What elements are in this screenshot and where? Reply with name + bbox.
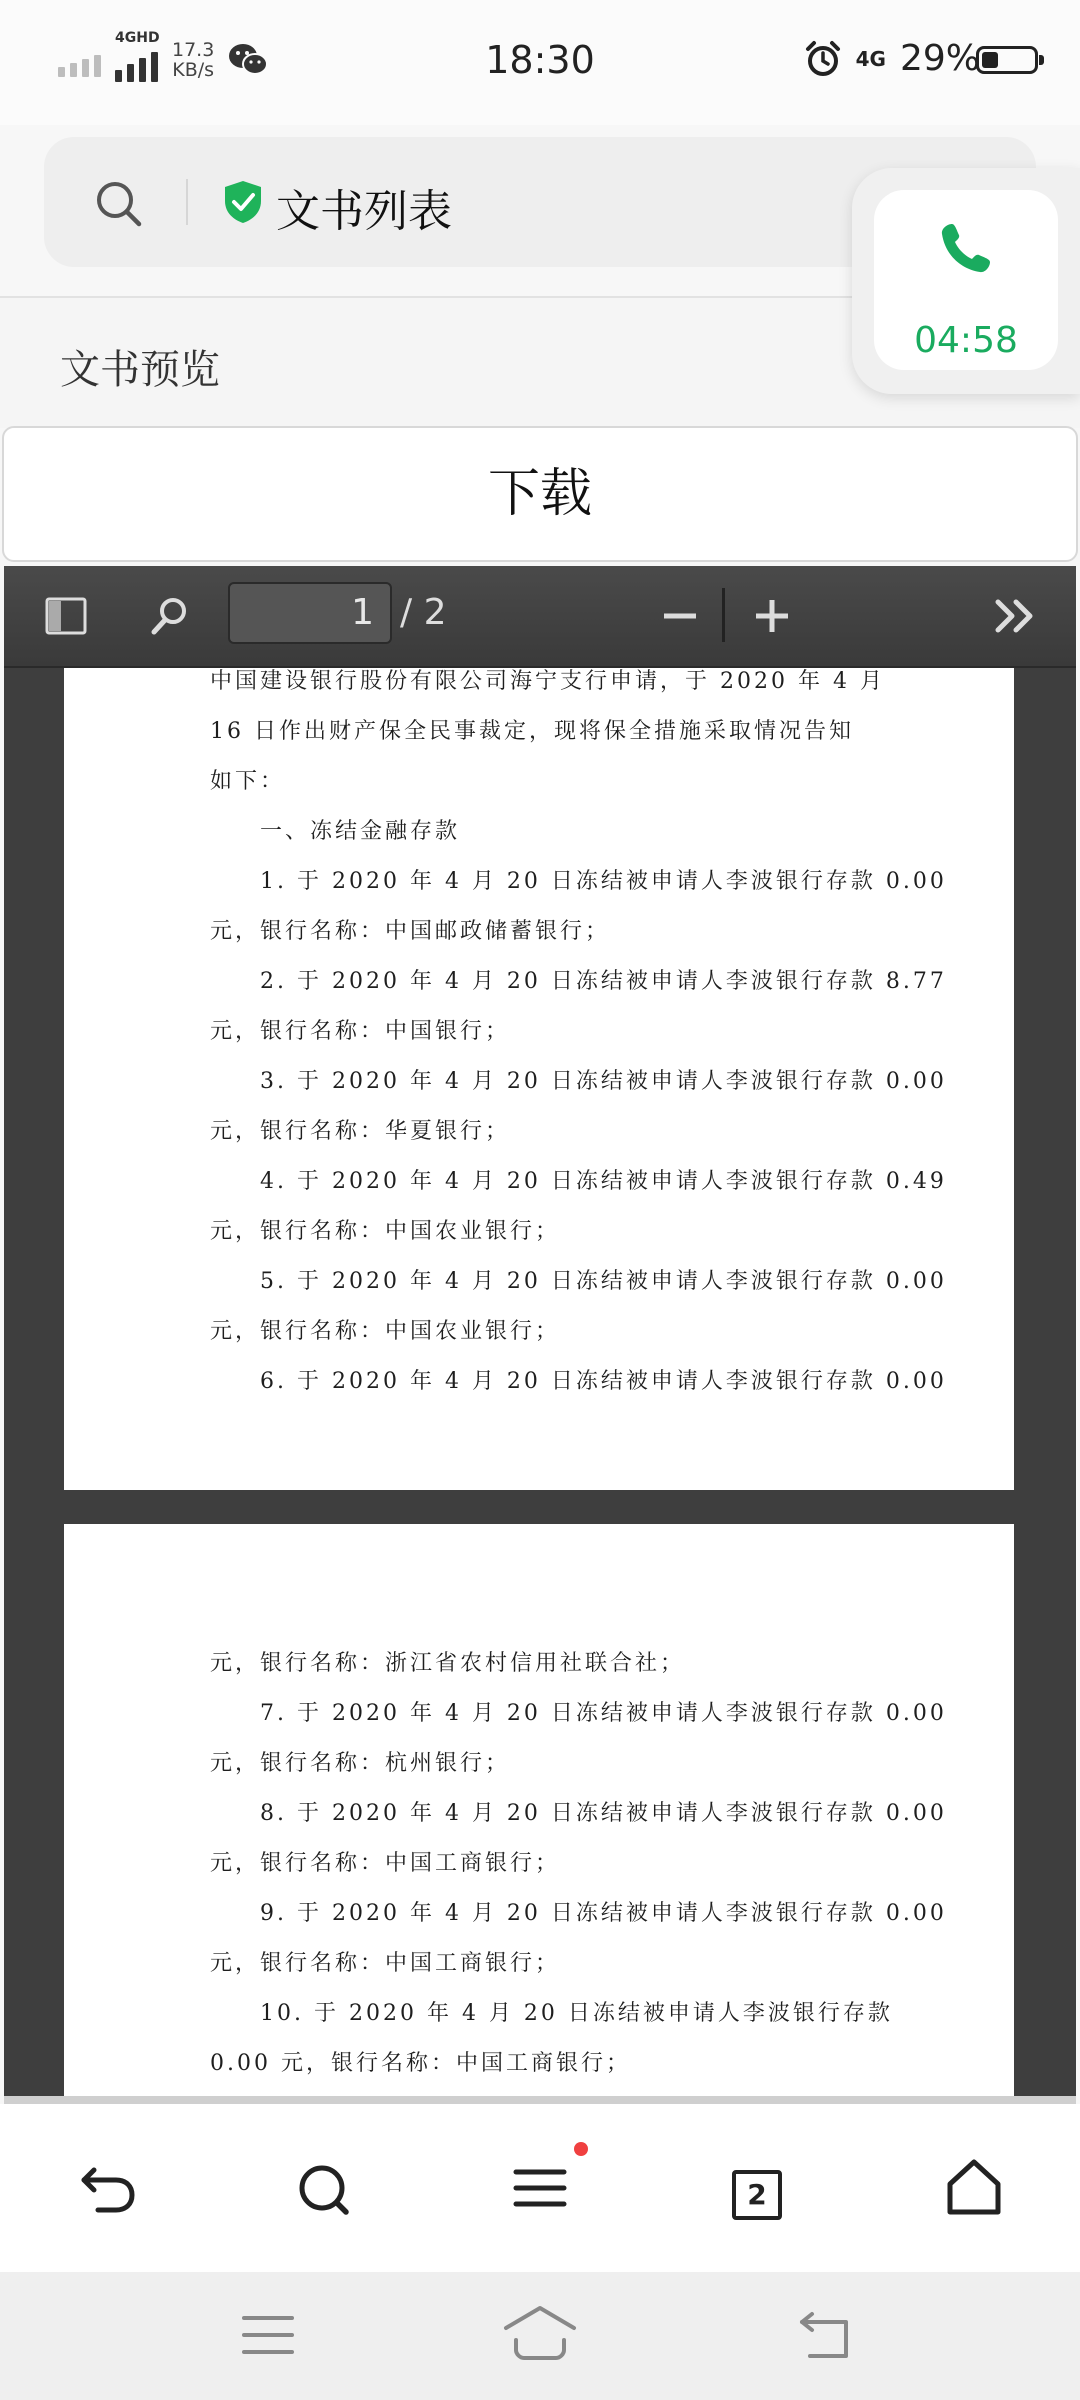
pdf-text-line: 8. 于 2020 年 4 月 20 日冻结被申请人李波银行存款 0.00 [210, 1801, 947, 1826]
toolbar-separator [722, 588, 725, 642]
network-type: 4GHD [115, 30, 160, 46]
home-icon[interactable] [502, 2302, 578, 2362]
search-icon[interactable] [290, 2154, 360, 2224]
pdf-text-line: 元，银行名称：华夏银行； [210, 1119, 511, 1144]
recent-apps-icon[interactable] [240, 2310, 296, 2360]
pdf-text-line: 4. 于 2020 年 4 月 20 日冻结被申请人李波银行存款 0.49 [210, 1169, 947, 1194]
address-divider [186, 179, 188, 225]
pdf-text-line: 元，银行名称：浙江省农村信用社联合社； [210, 1651, 686, 1676]
pdf-text-line: 元，银行名称：中国农业银行； [210, 1319, 561, 1344]
pdf-page-1 [64, 668, 1014, 1490]
pdf-text-line: 2. 于 2020 年 4 月 20 日冻结被申请人李波银行存款 8.77 [210, 969, 947, 994]
notification-dot [574, 2142, 588, 2156]
pdf-text-line: 16 日作出财产保全民事裁定，现将保全措施采取情况告知 [210, 719, 854, 744]
pdf-text-line: 1. 于 2020 年 4 月 20 日冻结被申请人李波银行存款 0.00 [210, 869, 947, 894]
pdf-toolbar [4, 566, 1076, 668]
pdf-text-line: 0.00 元，银行名称：中国工商银行； [210, 2051, 631, 2076]
network-type-2: 4G [855, 46, 886, 71]
menu-icon [506, 2154, 576, 2224]
pdf-viewer[interactable] [4, 566, 1076, 2104]
clock: 18:30 [485, 38, 595, 82]
status-right [804, 38, 980, 79]
pdf-text-line: 元，银行名称：杭州银行； [210, 1751, 511, 1776]
download-button[interactable]: 下载 [2, 426, 1078, 562]
browser-bottom-nav [0, 2104, 1080, 2272]
pdf-text-line: 元，银行名称：中国邮政储蓄银行； [210, 919, 611, 944]
battery-percent: 29% [899, 38, 980, 79]
pdf-text-line: 3. 于 2020 年 4 月 20 日冻结被申请人李波银行存款 0.00 [210, 1069, 947, 1094]
call-floating-widget[interactable] [852, 168, 1080, 394]
pdf-page-2 [64, 1524, 1014, 2104]
pdf-text-line: 10. 于 2020 年 4 月 20 日冻结被申请人李波银行存款 [210, 2001, 893, 2026]
pdf-text-line: 5. 于 2020 年 4 月 20 日冻结被申请人李波银行存款 0.00 [210, 1269, 947, 1294]
preview-title: 文书预览 [60, 347, 220, 393]
pdf-text-line: 如下： [210, 769, 286, 794]
zoom-in-icon[interactable] [752, 598, 792, 634]
pdf-text-line: 中国建设银行股份有限公司海宁支行申请，于 2020 年 4 月 [210, 669, 885, 694]
pdf-text-line: 元，银行名称：中国工商银行； [210, 1951, 561, 1976]
back-arrow-icon[interactable] [74, 2154, 144, 2224]
zoom-out-icon[interactable] [660, 598, 700, 634]
alarm-clock-icon [804, 40, 842, 78]
speed-unit: KB/s [172, 59, 215, 81]
pdf-text-line: 元，银行名称：中国银行； [210, 1019, 511, 1044]
menu-button[interactable] [506, 2154, 576, 2224]
call-timer: 04:58 [914, 320, 1018, 361]
page-title: 文书列表 [276, 186, 452, 237]
status-bar [0, 0, 1080, 125]
secure-shield-icon [222, 179, 264, 225]
tabs-icon: 2 [732, 2170, 782, 2220]
home-icon[interactable] [940, 2154, 1010, 2224]
speed-value: 17.3 [172, 39, 215, 61]
sidebar-toggle-icon[interactable] [44, 594, 88, 638]
battery-icon [976, 46, 1038, 74]
tools-chevron-icon[interactable] [992, 596, 1040, 636]
pdf-text-line: 7. 于 2020 年 4 月 20 日冻结被申请人李波银行存款 0.00 [210, 1701, 947, 1726]
battery-fill [982, 52, 998, 68]
call-card[interactable] [874, 190, 1058, 370]
find-icon[interactable] [148, 594, 192, 638]
phone-icon [938, 220, 994, 276]
pdf-text-line: 元，银行名称：中国工商银行； [210, 1851, 561, 1876]
page-count: / 2 [400, 592, 447, 633]
pdf-text-line: 9. 于 2020 年 4 月 20 日冻结被申请人李波银行存款 0.00 [210, 1901, 947, 1926]
tabs-button[interactable] [732, 2170, 802, 2240]
system-nav-bar [0, 2272, 1080, 2400]
back-icon[interactable] [796, 2308, 852, 2362]
page-number-input[interactable]: 1 [228, 582, 392, 644]
pdf-text-line: 元，银行名称：中国农业银行； [210, 1219, 561, 1244]
pdf-text-line: 一、冻结金融存款 [210, 819, 461, 844]
search-icon[interactable] [94, 179, 144, 229]
pdf-text-line: 6. 于 2020 年 4 月 20 日冻结被申请人李波银行存款 0.00 [210, 1369, 947, 1394]
